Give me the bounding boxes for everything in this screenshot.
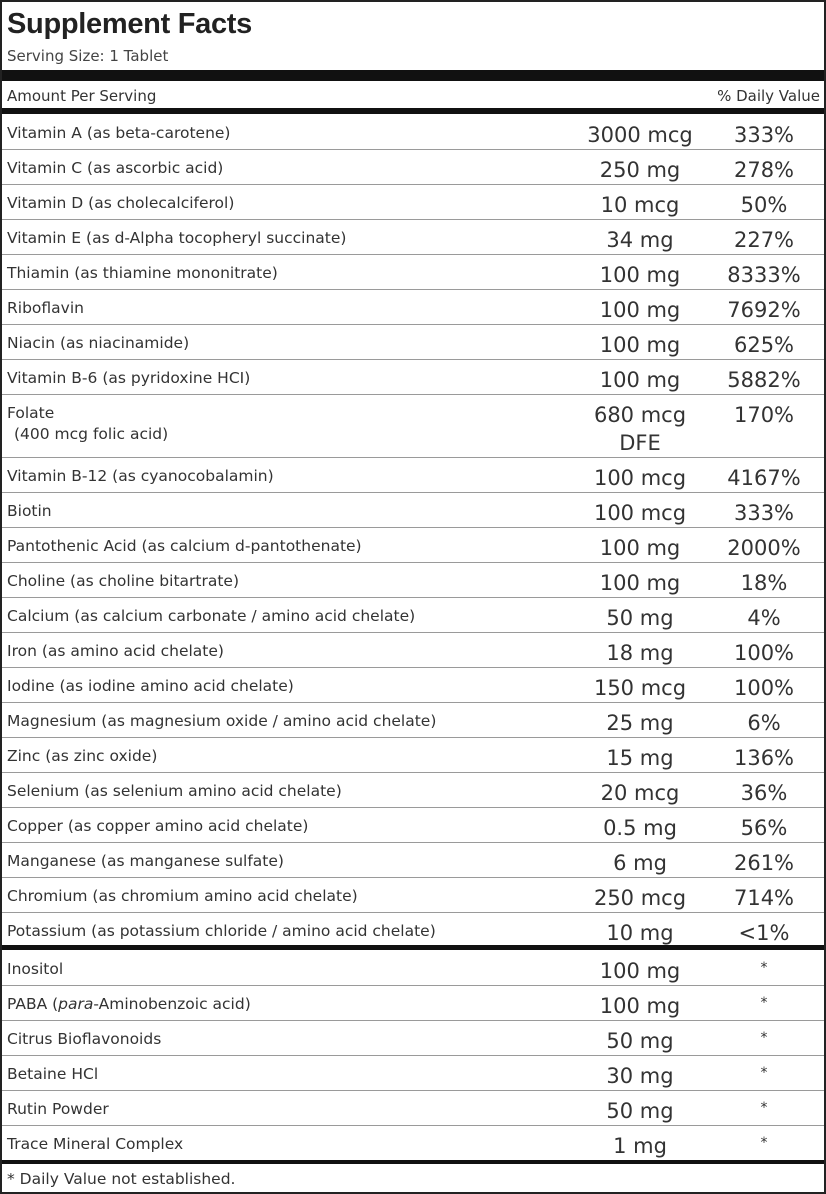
- nutrient-amount: 100 mg: [599, 263, 681, 287]
- nutrient-daily-value: 100%: [733, 641, 795, 665]
- ingredient-daily-value: *: [760, 1030, 768, 1046]
- nutrient-amount: 100 mg: [599, 298, 681, 322]
- nutrient-row: [2, 598, 824, 633]
- nutrient-daily-value: 333%: [733, 123, 795, 147]
- nutrient-name: Biotin: [7, 502, 52, 520]
- ingredient-row: [2, 1091, 824, 1126]
- nutrient-row: [2, 220, 824, 255]
- nutrient-daily-value: 227%: [733, 228, 795, 252]
- ingredient-name: Inositol: [7, 960, 64, 978]
- nutrient-row: [2, 878, 824, 913]
- nutrient-daily-value: 714%: [733, 886, 795, 910]
- amount-per-serving-label: Amount Per Serving: [7, 87, 157, 105]
- nutrient-daily-value: 18%: [740, 571, 788, 595]
- nutrient-amount: 3000 mcg: [587, 123, 693, 147]
- nutrient-row: [2, 325, 824, 360]
- nutrient-row: [2, 773, 824, 808]
- nutrient-row: [2, 563, 824, 598]
- ingredient-name: [7, 994, 251, 1015]
- nutrient-row: [2, 395, 824, 458]
- nutrient-daily-value: 8333%: [727, 263, 801, 287]
- ingredient-name-rest: -Aminobenzoic acid): [93, 995, 251, 1013]
- nutrient-name: Riboflavin: [7, 299, 84, 317]
- nutrient-row: [2, 255, 824, 290]
- ingredient-amount: 1 mg: [613, 1134, 667, 1158]
- ingredient-daily-value: *: [760, 1100, 768, 1116]
- ingredient-daily-value: *: [760, 960, 768, 976]
- nutrient-amount: 150 mcg: [593, 676, 687, 700]
- nutrient-amount: 250 mcg: [593, 886, 687, 910]
- nutrient-amount: 25 mg: [606, 711, 674, 735]
- ingredient-amount: 30 mg: [606, 1064, 674, 1088]
- nutrient-daily-value: 333%: [733, 501, 795, 525]
- ingredient-amount: 100 mg: [599, 994, 681, 1018]
- nutrient-name-sub: (400 mcg folic acid): [14, 425, 169, 443]
- nutrient-amount-unit: DFE: [619, 431, 661, 455]
- ingredient-row: [2, 1021, 824, 1056]
- nutrient-daily-value: 56%: [740, 816, 788, 840]
- nutrient-amount: 50 mg: [606, 606, 674, 630]
- nutrient-name: Manganese (as manganese sulfate): [7, 852, 284, 870]
- nutrient-daily-value: 5882%: [727, 368, 801, 392]
- nutrient-amount: 100 mg: [599, 571, 681, 595]
- nutrient-row: [2, 528, 824, 563]
- nutrient-daily-value: <1%: [738, 921, 790, 945]
- serving-size: Serving Size: 1 Tablet: [7, 47, 169, 65]
- nutrient-row: [2, 703, 824, 738]
- nutrient-name: Iodine (as iodine amino acid chelate): [7, 677, 294, 695]
- nutrient-amount: 100 mg: [599, 368, 681, 392]
- nutrient-row: [2, 115, 824, 150]
- ingredient-row: [2, 986, 824, 1021]
- nutrient-name: Selenium (as selenium amino acid chelate): [7, 782, 342, 800]
- nutrient-amount: 18 mg: [606, 641, 674, 665]
- nutrient-name: Vitamin D (as cholecalciferol): [7, 194, 235, 212]
- nutrient-name: Vitamin B-12 (as cyanocobalamin): [7, 467, 274, 485]
- nutrient-amount: 100 mcg: [593, 501, 687, 525]
- ingredient-daily-value: *: [760, 1135, 768, 1151]
- nutrient-row: [2, 493, 824, 528]
- nutrient-name: Vitamin E (as d-Alpha tocopheryl succinate): [7, 229, 347, 247]
- ingredient-name: Trace Mineral Complex: [7, 1135, 184, 1153]
- nutrient-amount: 15 mg: [606, 746, 674, 770]
- nutrient-daily-value: 7692%: [727, 298, 801, 322]
- nutrient-name: Vitamin C (as ascorbic acid): [7, 159, 224, 177]
- ingredient-amount: 100 mg: [599, 959, 681, 983]
- ingredient-name-part: PABA (: [7, 995, 59, 1013]
- nutrient-daily-value: 36%: [740, 781, 788, 805]
- nutrient-daily-value: 4167%: [727, 466, 801, 490]
- thick-divider-footer: [2, 1160, 824, 1164]
- ingredient-row: [2, 951, 824, 986]
- panel-title: Supplement Facts: [7, 8, 252, 40]
- ingredient-name-italic: para: [58, 995, 94, 1013]
- nutrient-daily-value: 625%: [733, 333, 795, 357]
- nutrient-amount: 100 mcg: [593, 466, 687, 490]
- thick-divider-top: [2, 70, 824, 81]
- nutrient-amount-main: 680 mcg: [593, 403, 687, 427]
- nutrient-daily-value: 170%: [733, 403, 795, 427]
- nutrient-daily-value: 2000%: [727, 536, 801, 560]
- nutrient-name: [7, 403, 168, 445]
- nutrient-row: [2, 185, 824, 220]
- nutrient-amount: 20 mcg: [600, 781, 680, 805]
- nutrient-daily-value: 136%: [733, 746, 795, 770]
- nutrient-row: [2, 843, 824, 878]
- nutrient-daily-value: 6%: [747, 711, 781, 735]
- footnote: * Daily Value not established.: [7, 1170, 236, 1188]
- nutrient-daily-value: 50%: [740, 193, 788, 217]
- nutrient-amount: 10 mg: [606, 921, 674, 945]
- ingredient-amount: 50 mg: [606, 1029, 674, 1053]
- daily-value-label: % Daily Value: [717, 87, 820, 105]
- nutrient-row: [2, 738, 824, 773]
- nutrient-amount: 6 mg: [613, 851, 667, 875]
- nutrient-name: Magnesium (as magnesium oxide / amino acid chelate): [7, 712, 437, 730]
- nutrient-row: [2, 808, 824, 843]
- nutrient-amount: 100 mg: [599, 536, 681, 560]
- nutrient-amount: 34 mg: [606, 228, 674, 252]
- nutrient-daily-value: 261%: [733, 851, 795, 875]
- nutrient-name: Zinc (as zinc oxide): [7, 747, 158, 765]
- ingredient-amount: 50 mg: [606, 1099, 674, 1123]
- nutrient-name: Niacin (as niacinamide): [7, 334, 190, 352]
- ingredient-name: Betaine HCl: [7, 1065, 99, 1083]
- ingredient-row: [2, 1056, 824, 1091]
- nutrient-row: [2, 360, 824, 395]
- nutrient-name: Chromium (as chromium amino acid chelate): [7, 887, 358, 905]
- nutrient-name: Iron (as amino acid chelate): [7, 642, 224, 660]
- nutrient-name: Calcium (as calcium carbonate / amino acid chelate): [7, 607, 416, 625]
- nutrient-name: Copper (as copper amino acid chelate): [7, 817, 309, 835]
- nutrient-name: Potassium (as potassium chloride / amino acid chelate): [7, 922, 436, 940]
- nutrient-row: [2, 668, 824, 703]
- nutrient-row: [2, 913, 824, 947]
- nutrient-amount: [554, 401, 726, 457]
- column-header: [2, 82, 824, 109]
- nutrient-daily-value: 278%: [733, 158, 795, 182]
- nutrient-row: [2, 633, 824, 668]
- ingredient-name: Citrus Bioflavonoids: [7, 1030, 162, 1048]
- nutrient-amount: 100 mg: [599, 333, 681, 357]
- nutrient-amount: 10 mcg: [600, 193, 680, 217]
- nutrient-name-main: Folate: [7, 404, 55, 422]
- thick-divider-others: [2, 945, 824, 950]
- ingredient-name: Rutin Powder: [7, 1100, 109, 1118]
- nutrient-row: [2, 290, 824, 325]
- nutrient-daily-value: 100%: [733, 676, 795, 700]
- nutrient-row: [2, 458, 824, 493]
- nutrient-amount: 250 mg: [599, 158, 681, 182]
- thick-divider-header: [2, 108, 824, 114]
- nutrient-name: Choline (as choline bitartrate): [7, 572, 240, 590]
- nutrient-row: [2, 150, 824, 185]
- nutrient-name: Pantothenic Acid (as calcium d-pantothenate): [7, 537, 362, 555]
- ingredient-daily-value: *: [760, 995, 768, 1011]
- ingredient-row: [2, 1126, 824, 1160]
- nutrient-name: Vitamin A (as beta-carotene): [7, 124, 231, 142]
- nutrient-amount: 0.5 mg: [603, 816, 677, 840]
- nutrient-name: Vitamin B-6 (as pyridoxine HCI): [7, 369, 251, 387]
- nutrient-daily-value: 4%: [747, 606, 781, 630]
- ingredient-daily-value: *: [760, 1065, 768, 1081]
- nutrient-name: Thiamin (as thiamine mononitrate): [7, 264, 278, 282]
